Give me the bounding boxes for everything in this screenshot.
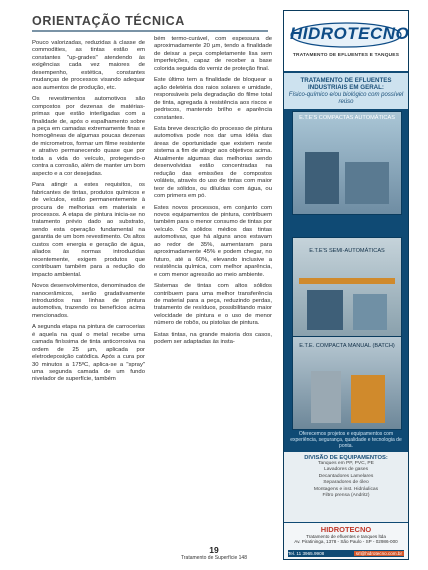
paragraph: Esta breve descrição do processo de pintura automotiva pode nos dar uma idéia das áreas de oportunidade que existem neste sistema a fim de atingir aos objetivos acima. Atualmente algumas das melhorias sendo desenvolvidas estão concentradas na redução das emissões de compostos voláteis, através do uso de tintas com maior teor de sólidos, ou diluídas com água, ou com primers em pó. (154, 125, 272, 200)
paragraph: Este último tem a finalidade de bloquear a ação deletéria dos raios solares e umidade, responsáveis pela degradação do filme total de tinta, agregada à resistência aos riscos e pedriscos, mantendo brilho e aparência constantes. (154, 77, 272, 121)
equipment-item: Montagens e inst. Hidráulicas (313, 486, 379, 492)
page-footer (0, 545, 428, 561)
equipment-item: Separadores de óleo (323, 480, 369, 486)
equipment-division (284, 452, 408, 522)
paragraph: Os revestimentos automotivos são compostos por dezenas de matérias-primas que estão interligadas com a finalidade de, após o espalhamento sobre a peça em camadas extremamente finas e homogêneas de algumas poucas dezenas de micrometros, formar um filme resistente e atrativo permanecendo quase que por toda a vida do veículo, protegendo-o contra a corrosão, além de manter um bom aspecto e a cor desejadas. (32, 96, 145, 177)
phone: Tel. 11 3965.9908 (288, 551, 325, 556)
page-number: 19 (209, 545, 219, 555)
text-column-left (32, 40, 145, 388)
equipment-item: Tanques em PP, PVC, PE (318, 461, 374, 466)
paragraph: Pouco valorizadas, reduzidas à classe de commodities, as tintas estão em constantes "up-grades" atendendo às exigências cada vez maiores de desempenho, estética, constantes mudanças de processos visando adequar aos aumentos de produção, etc. (32, 40, 145, 91)
tank-image (311, 371, 341, 423)
tank-image (345, 162, 389, 204)
photo-caption: E.T.E'S COMPACTAS AUTOMÁTICAS (299, 115, 395, 121)
publication-name: Tratamento de Superfície 148 (181, 555, 247, 561)
paragraph: Estes novos processos, em conjunto com novos equipamentos de pintura, contribuem também para o menor consumo de tintas por veículo. Os sólidos médios das tintas automotivas, que há alguns anos estavam ao redor de 35%, aumentaram para aproximadamente 45% e podem chegar, no futuro, até a 60%, elevando inclusive a resistência química, com melhor aparência, e com menor agressão ao meio ambiente. (154, 204, 272, 278)
paragraph: Estas tintas, na grande maioria dos casos, podem ser adaptadas às insta- (154, 331, 272, 346)
tank-image (351, 375, 385, 423)
tank-image (305, 152, 339, 204)
frame-image (299, 278, 395, 284)
section-title: ORIENTAÇÃO TÉCNICA (32, 14, 185, 28)
paragraph: bém termo-curável, com espessura de aproximadamente 20 µm, tendo a finalidade de deixar a peça completamente lisa sem imperfeições, capaz de receber a base colorida seguida do verniz de proteção final. (154, 36, 272, 72)
tank-image (307, 290, 343, 330)
paragraph: Novos desenvolvimentos, denominados de nanocerâmicos, serão gradativamente introduzidos nas linhas de pintura automotiva, trazendo os benefícios acima mencionados. (32, 283, 145, 319)
brand-name: HIDROTECNO (320, 525, 372, 534)
email-link[interactable]: srl@hidrotecno.com.br (355, 551, 402, 556)
logo-subtitle: TRATAMENTO DE EFLUENTES E TANQUES (292, 53, 400, 58)
photo-semi-automatic (292, 237, 402, 337)
brand-subtitle: Tratamento de efluentes e tanques ltda (306, 534, 386, 539)
band-subtitle: Físico-químico e/ou biológico com possível reúso (288, 91, 404, 105)
paragraph: Sistemas de tintas com altos sólidos contribuem para uma melhor transferência de material para a peça, reduzindo perdas, tratamento de resíduos, possibilitando maior velocidade de pintura e o uso de menor número de robôs, ou pistolas de pintura. (154, 283, 272, 327)
promo-text: Oferecemos projetos e equipamentos com experiência, segurança, qualidade e tecnologia de ponta. (290, 431, 402, 449)
paragraph: A segunda etapa na pintura de carrocerias é aquela na qual o metal recebe uma camada finíssima de tinta anticorrosiva na ordem de 25 µm, aplicada por eletrodeposição catódica. Após a cura por 30 minutos a 175ºC, aplica-se a "spray" uma segunda camada de um fundo nivelador de superfície, também (32, 324, 145, 383)
paragraph: Para atingir a estes requisitos, os fabricantes de tintas, produtos químicos e de veículos, estão permanentemente à procura de melhorias em materiais e processos. A etapa de pintura inicia-se no tratamento prévio dado ao substrato, sendo esta operação fundamental na garantia de um bom revestimento. Os altos custos com energia e geração de água, aliados às normas introduzidas recentemente, exigem produtos que contribuam também para a redução do impacto ambiental. (32, 182, 145, 278)
advertisement (283, 10, 409, 560)
photo-manual (292, 336, 402, 430)
equipment-item: Filtro prensa (Andritz) (322, 493, 370, 499)
logo-text: HIDROTECNO (290, 24, 410, 43)
band-title: TRATAMENTO DE EFLUENTES INDUSTRIAIS EM GERAL: (300, 77, 392, 92)
service-band (284, 73, 408, 109)
brand-address: Av. Piratininga, 1378 - São Paulo - SP - 02986-000 (294, 539, 398, 545)
equipment-item: Decantadores Lamelares (318, 473, 374, 479)
photo-caption: E.T.E. COMPACTA MANUAL (BATCH) (299, 343, 395, 349)
photo-automatic (292, 111, 402, 215)
photo-caption: E.T.E'S SEMI-AUTOMÁTICAS (309, 248, 385, 254)
title-rule (32, 30, 268, 32)
equipment-item: Lavadores de gases (323, 467, 369, 473)
text-column-middle (154, 36, 272, 351)
tank-image (353, 294, 387, 330)
equipment-title: DIVISÃO DE EQUIPAMENTOS: (304, 455, 388, 461)
logo-box (284, 11, 408, 71)
